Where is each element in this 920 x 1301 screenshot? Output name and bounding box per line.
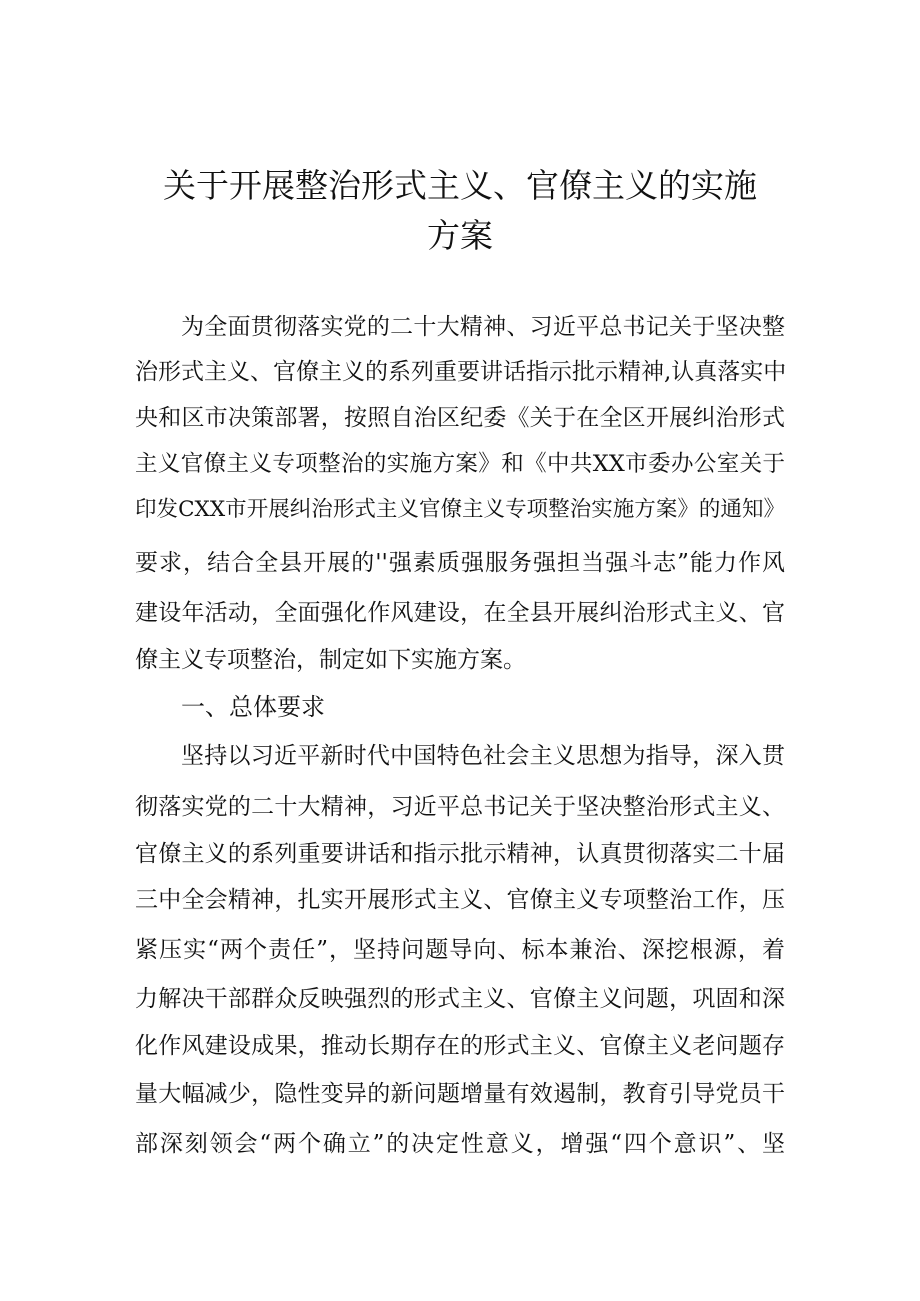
section-line: 三中全会精神，扎实开展形式主义、官僚主义专项整治工作，压	[135, 887, 785, 913]
intro-line: 治形式主义、官僚主义的系列重要讲话指示批示精神,认真落实中	[135, 359, 787, 385]
intro-line: 主义官僚主义专项整治的实施方案》和《中共XX市委办公室关于	[135, 451, 785, 477]
intro-line: 印发CXX市开展纠治形式主义官僚主义专项整治实施方案》的通知》	[135, 497, 785, 522]
intro-line: 建设年活动，全面强化作风建设，在全县开展纠治形式主义、官	[135, 600, 785, 626]
document-title-line-2: 方案	[427, 216, 493, 255]
intro-line: 央和区市决策部署，按照自治区纪委《关于在全区开展纠治形式	[135, 405, 785, 431]
intro-line: 要求，结合全县开展的''强素质强服务强担当强斗志”能力作风	[135, 550, 785, 576]
intro-line: 僚主义专项整治，制定如下实施方案。	[135, 647, 526, 673]
document-title-line-1: 关于开展整治形式主义、官僚主义的实施	[163, 166, 757, 205]
section-heading: 一、总体要求	[181, 693, 325, 721]
section-line: 紧压实“两个责任”，坚持问题导向、标本兼治、深挖根源，着	[135, 937, 785, 963]
section-line: 量大幅减少，隐性变异的新问题增量有效遏制，教育引导党员干	[135, 1081, 785, 1107]
section-line: 官僚主义的系列重要讲话和指示批示精神，认真贯彻落实二十届	[135, 841, 785, 867]
section-line: 坚持以习近平新时代中国特色社会主义思想为指导，深入贯	[181, 743, 785, 769]
section-line: 彻落实党的二十大精神，习近平总书记关于坚决整治形式主义、	[135, 794, 785, 820]
section-line: 力解决干部群众反映强烈的形式主义、官僚主义问题，巩固和深	[135, 986, 785, 1012]
section-line: 部深刻领会“两个确立”的决定性意义，增强“四个意识”、坚	[135, 1131, 785, 1157]
section-line: 化作风建设成果，推动长期存在的形式主义、官僚主义老问题存	[135, 1033, 785, 1059]
intro-line: 为全面贯彻落实党的二十大精神、习近平总书记关于坚决整	[181, 314, 785, 340]
